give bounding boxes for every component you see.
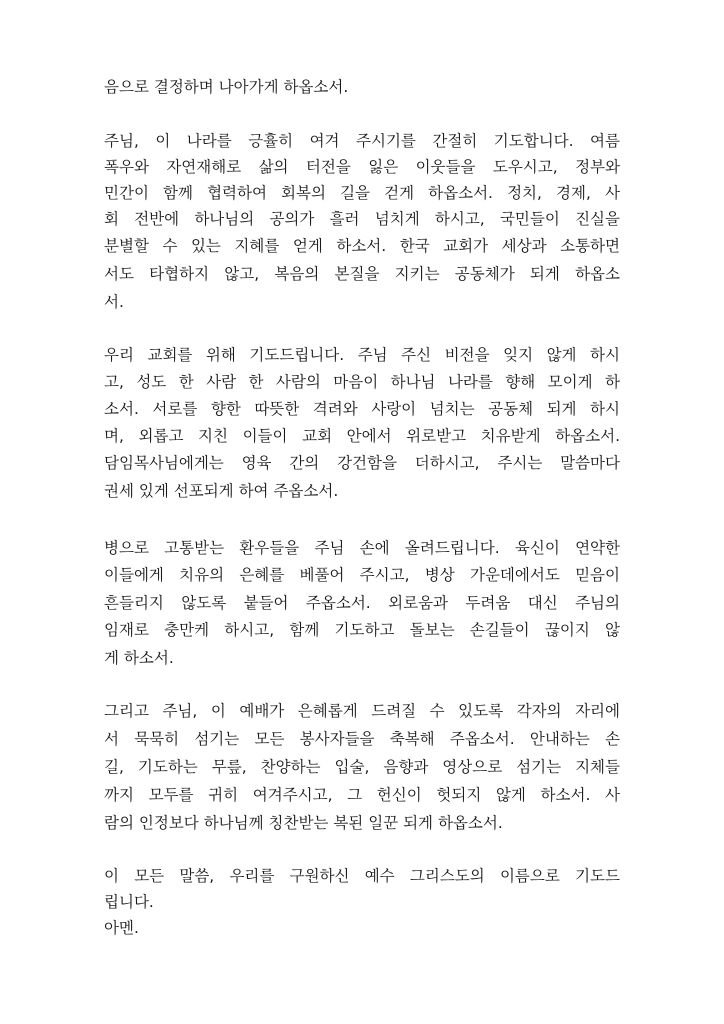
text-line: 고, 성도 한 사람 한 사람의 마음이 하나님 나라를 향해 모이게 하 xyxy=(104,373,620,391)
text-line: 서도 타협하지 않고, 복음의 본질을 지키는 공동체가 되게 하옵소 xyxy=(104,265,620,283)
text-line: 민간이 함께 협력하여 회복의 길을 걷게 하옵소서. 정치, 경제, 사 xyxy=(104,184,620,202)
text-line: 회 전반에 하나님의 공의가 흘러 넘치게 하시고, 국민들이 진실을 xyxy=(104,210,620,228)
text-line: 며, 외롭고 지친 이들이 교회 안에서 위로받고 치유받게 하옵소서. xyxy=(104,427,620,445)
text-line: 소서. 서로를 향한 따뜻한 격려와 사랑이 넘치는 공동체 되게 하시 xyxy=(104,400,620,418)
text-line: 서 묵묵히 섬기는 모든 봉사자들을 축복해 주옵소서. 안내하는 손 xyxy=(104,730,620,748)
text-line: 폭우와 자연재해로 삶의 터전을 잃은 이웃들을 도우시고, 정부와 xyxy=(104,158,620,176)
text-line: 분별할 수 있는 지혜를 얻게 하소서. 한국 교회가 세상과 소통하면 xyxy=(104,237,620,255)
text-line: 임재로 충만케 하시고, 함께 기도하고 돌보는 손길들이 끊이지 않 xyxy=(104,621,620,639)
text-line: 음으로 결정하며 나아가게 하옵소서. xyxy=(104,78,349,96)
text-line: 게 하소서. xyxy=(104,649,174,667)
text-line: 담임목사님에게는 영육 간의 강건함을 더하시고, 주시는 말씀마다 xyxy=(104,454,620,472)
text-line: 아멘. xyxy=(104,919,139,937)
text-line: 이들에게 치유의 은혜를 베풀어 주시고, 병상 가운데에서도 믿음이 xyxy=(104,566,620,584)
text-line: 까지 모두를 귀히 여겨주시고, 그 헌신이 헛되지 않게 하소서. 사 xyxy=(104,786,620,804)
text-line: 람의 인정보다 하나님께 칭찬받는 복된 일꾼 되게 하옵소서. xyxy=(104,814,503,832)
text-line: 길, 기도하는 무릎, 찬양하는 입술, 음향과 영상으로 섬기는 지체들 xyxy=(104,758,620,776)
text-line: 우리 교회를 위해 기도드립니다. 주님 주신 비전을 잊지 않게 하시 xyxy=(104,346,620,364)
text-line: 서. xyxy=(104,293,124,311)
text-line: 병으로 고통받는 환우들을 주님 손에 올려드립니다. 육신이 연약한 xyxy=(104,539,620,557)
text-line: 이 모든 말씀, 우리를 구원하신 예수 그리스도의 이름으로 기도드 xyxy=(104,867,620,885)
text-line: 립니다. xyxy=(104,893,154,911)
text-line: 권세 있게 선포되게 하여 주옵소서. xyxy=(104,482,339,500)
text-line: 주님, 이 나라를 긍휼히 여겨 주시기를 간절히 기도합니다. 여름 xyxy=(104,132,620,150)
text-line: 그리고 주님, 이 예배가 은혜롭게 드려질 수 있도록 각자의 자리에 xyxy=(104,702,620,720)
text-line: 흔들리지 않도록 붙들어 주옵소서. 외로움과 두려움 대신 주님의 xyxy=(104,594,620,612)
